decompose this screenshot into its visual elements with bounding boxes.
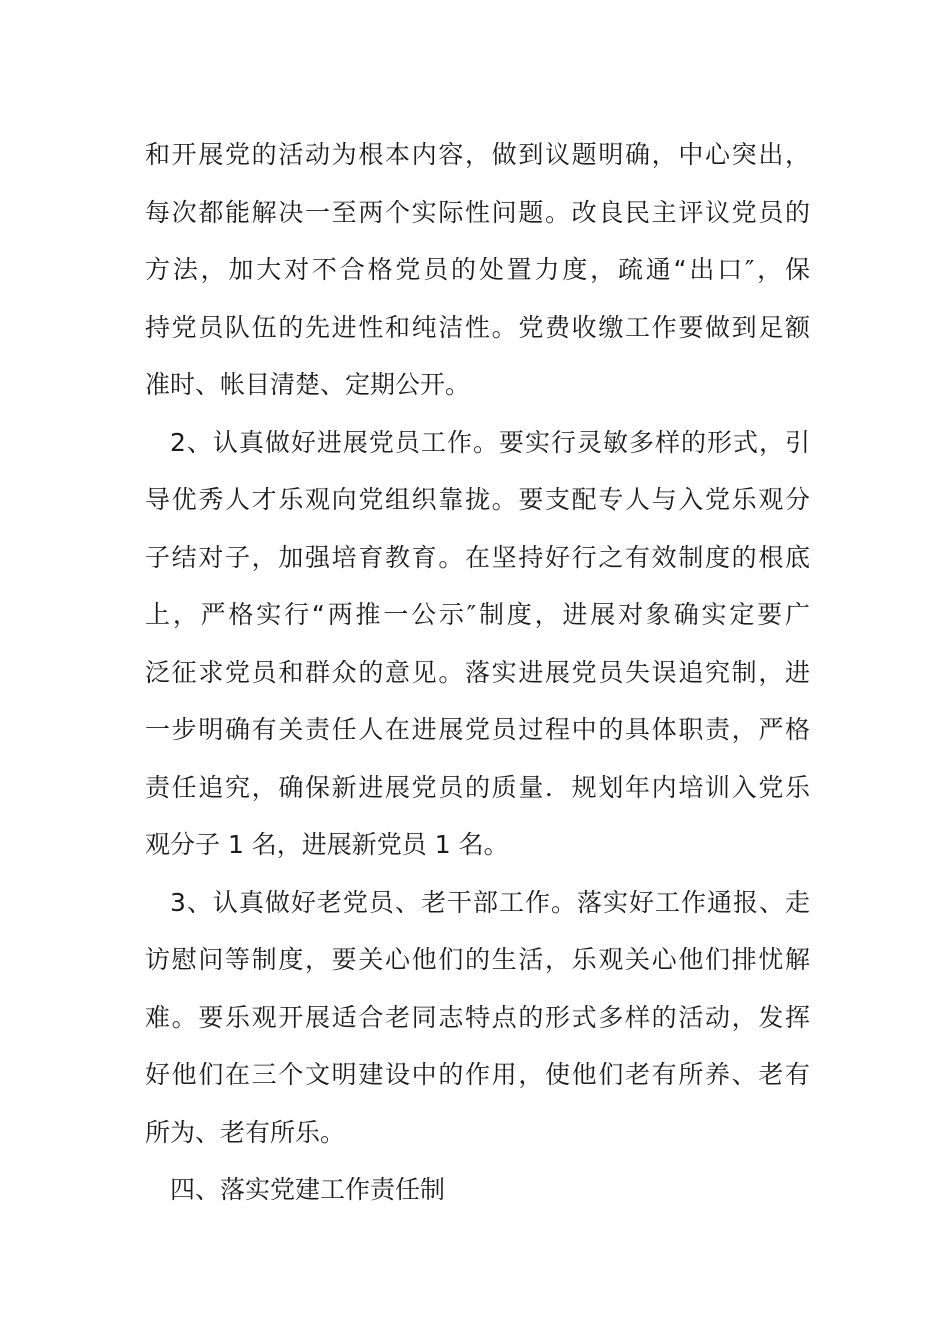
text-line: 持党员队伍的先进性和纯洁性。党费收缴工作要做到足额 <box>145 312 810 342</box>
text-line: 每次都能解决一至两个实际性问题。改良民主评议党员的 <box>145 197 810 227</box>
text-line: 准时、帐目清楚、定期公开。 <box>145 370 471 399</box>
text-line: 导优秀人才乐观向党组织靠拢。要支配专人与入党乐观分 <box>145 485 810 514</box>
text-line: 3、认真做好老党员、老干部工作。落实好工作通报、走 <box>170 887 810 917</box>
text-line: 子结对子，加强培育教育。在坚持好行之有效制度的根底 <box>145 542 810 572</box>
text-line: 好他们在三个文明建设中的作用，使他们老有所养、老有 <box>145 1060 810 1089</box>
text-line: 责任追究，确保新进展党员的质量．规划年内培训入党乐 <box>145 772 810 802</box>
text-line: 上，严格实行“两推一公示″制度，进展对象确实定要广 <box>145 600 810 629</box>
text-line: 所为、老有所乐。 <box>145 1117 346 1147</box>
text-line: 泛征求党员和群众的意见。落实进展党员失误追究制，进 <box>145 657 810 687</box>
text-line: 难。要乐观开展适合老同志特点的形式多样的活动，发挥 <box>145 1002 810 1032</box>
paragraph-2 <box>145 414 810 874</box>
document-body <box>145 126 810 1219</box>
text-line: 和开展党的活动为根本内容，做到议题明确，中心突出， <box>145 140 810 169</box>
paragraph-3 <box>145 874 810 1162</box>
text-line: 访慰问等制度，要关心他们的生活，乐观关心他们排忧解 <box>145 945 810 974</box>
section-heading: 四、落实党建工作责任制 <box>170 1175 446 1204</box>
paragraph-1 <box>145 126 810 414</box>
text-line: 观分子 1 名，进展新党员 1 名。 <box>145 830 509 859</box>
text-line: 2、认真做好进展党员工作。要实行灵敏多样的形式，引 <box>170 427 810 457</box>
text-line: 方法，加大对不合格党员的处置力度，疏通“出口″，保 <box>145 255 810 284</box>
text-line: 一步明确有关责任人在进展党员过程中的具体职责，严格 <box>145 715 810 744</box>
